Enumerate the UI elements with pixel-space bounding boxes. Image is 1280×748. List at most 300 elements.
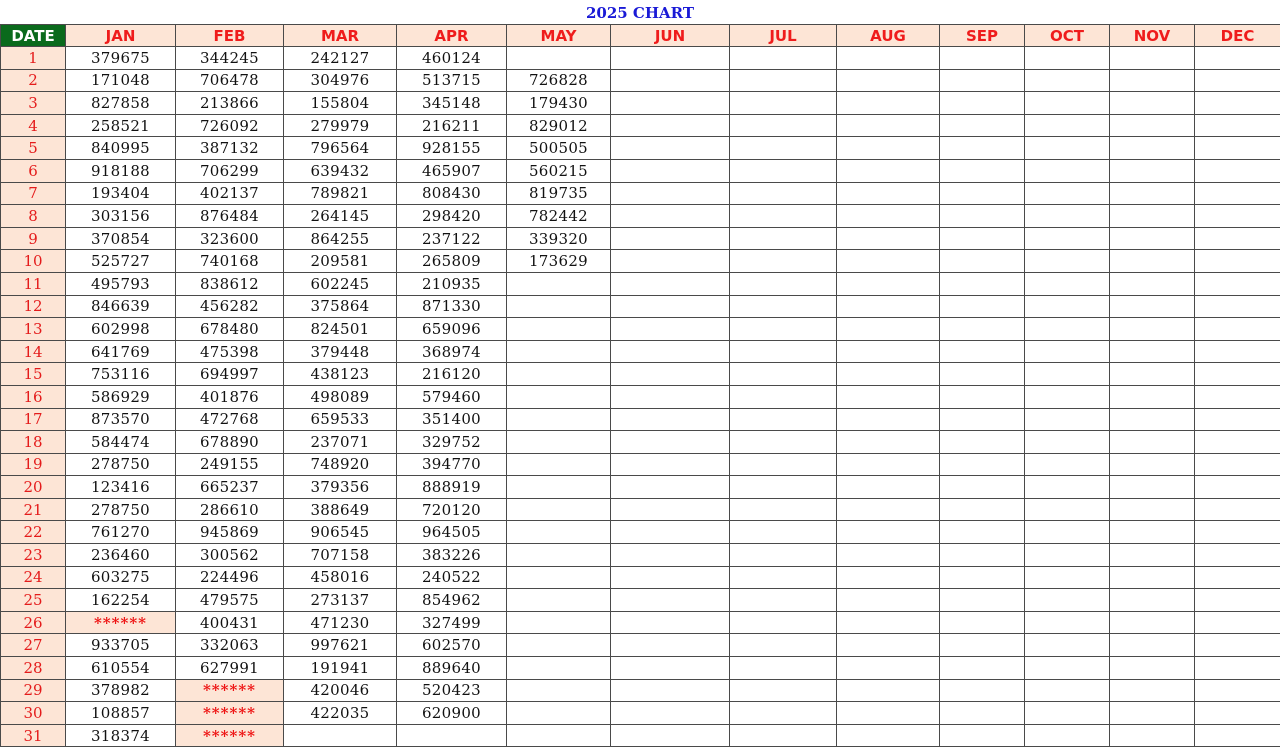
value-cell-jan[interactable]: 258521 bbox=[66, 114, 176, 137]
value-cell-dec[interactable] bbox=[1195, 205, 1280, 228]
month-header-apr[interactable]: APR bbox=[397, 25, 507, 47]
value-cell-dec[interactable] bbox=[1195, 702, 1280, 725]
value-cell-jul[interactable] bbox=[730, 272, 837, 295]
value-cell-nov[interactable] bbox=[1110, 385, 1195, 408]
value-cell-jul[interactable] bbox=[730, 702, 837, 725]
date-cell[interactable]: 7 bbox=[1, 182, 66, 205]
value-cell-dec[interactable] bbox=[1195, 634, 1280, 657]
date-cell[interactable]: 17 bbox=[1, 408, 66, 431]
value-cell-feb[interactable]: 678480 bbox=[176, 318, 284, 341]
value-cell-jun[interactable] bbox=[611, 340, 730, 363]
value-cell-nov[interactable] bbox=[1110, 408, 1195, 431]
value-cell-jul[interactable] bbox=[730, 318, 837, 341]
value-cell-feb[interactable]: 401876 bbox=[176, 385, 284, 408]
value-cell-jun[interactable] bbox=[611, 137, 730, 160]
value-cell-apr[interactable]: 465907 bbox=[397, 159, 507, 182]
value-cell-jan[interactable]: 379675 bbox=[66, 47, 176, 70]
value-cell-jul[interactable] bbox=[730, 498, 837, 521]
value-cell-jun[interactable] bbox=[611, 92, 730, 115]
value-cell-jan[interactable]: 378982 bbox=[66, 679, 176, 702]
value-cell-jan[interactable]: 918188 bbox=[66, 159, 176, 182]
value-cell-jan[interactable]: 162254 bbox=[66, 589, 176, 612]
value-cell-mar[interactable]: 659533 bbox=[284, 408, 397, 431]
date-cell[interactable]: 24 bbox=[1, 566, 66, 589]
value-cell-nov[interactable] bbox=[1110, 431, 1195, 454]
value-cell-jan[interactable]: 641769 bbox=[66, 340, 176, 363]
value-cell-jun[interactable] bbox=[611, 544, 730, 567]
value-cell-aug[interactable] bbox=[837, 272, 940, 295]
value-cell-dec[interactable] bbox=[1195, 724, 1280, 747]
value-cell-jul[interactable] bbox=[730, 408, 837, 431]
value-cell-oct[interactable] bbox=[1025, 724, 1110, 747]
month-header-jan[interactable]: JAN bbox=[66, 25, 176, 47]
value-cell-apr[interactable]: 808430 bbox=[397, 182, 507, 205]
value-cell-sep[interactable] bbox=[940, 634, 1025, 657]
value-cell-dec[interactable] bbox=[1195, 385, 1280, 408]
value-cell-jul[interactable] bbox=[730, 159, 837, 182]
value-cell-sep[interactable] bbox=[940, 453, 1025, 476]
value-cell-feb[interactable]: 706299 bbox=[176, 159, 284, 182]
value-cell-jul[interactable] bbox=[730, 205, 837, 228]
value-cell-jul[interactable] bbox=[730, 295, 837, 318]
value-cell-oct[interactable] bbox=[1025, 679, 1110, 702]
value-cell-jun[interactable] bbox=[611, 408, 730, 431]
value-cell-jul[interactable] bbox=[730, 114, 837, 137]
date-cell[interactable]: 22 bbox=[1, 521, 66, 544]
value-cell-aug[interactable] bbox=[837, 408, 940, 431]
value-cell-dec[interactable] bbox=[1195, 476, 1280, 499]
value-cell-aug[interactable] bbox=[837, 498, 940, 521]
value-cell-oct[interactable] bbox=[1025, 69, 1110, 92]
value-cell-jul[interactable] bbox=[730, 69, 837, 92]
value-cell-mar[interactable]: 639432 bbox=[284, 159, 397, 182]
value-cell-sep[interactable] bbox=[940, 679, 1025, 702]
value-cell-jan[interactable]: 525727 bbox=[66, 250, 176, 273]
value-cell-apr[interactable] bbox=[397, 724, 507, 747]
value-cell-aug[interactable] bbox=[837, 205, 940, 228]
value-cell-jan[interactable]: 933705 bbox=[66, 634, 176, 657]
value-cell-jan[interactable]: 123416 bbox=[66, 476, 176, 499]
value-cell-jun[interactable] bbox=[611, 724, 730, 747]
value-cell-feb[interactable]: 224496 bbox=[176, 566, 284, 589]
value-cell-jun[interactable] bbox=[611, 611, 730, 634]
value-cell-dec[interactable] bbox=[1195, 453, 1280, 476]
value-cell-jul[interactable] bbox=[730, 589, 837, 612]
date-cell[interactable]: 27 bbox=[1, 634, 66, 657]
value-cell-apr[interactable]: 345148 bbox=[397, 92, 507, 115]
value-cell-jan[interactable]: 840995 bbox=[66, 137, 176, 160]
value-cell-may[interactable] bbox=[507, 566, 611, 589]
value-cell-sep[interactable] bbox=[940, 205, 1025, 228]
value-cell-apr[interactable]: 602570 bbox=[397, 634, 507, 657]
value-cell-jun[interactable] bbox=[611, 182, 730, 205]
value-cell-jul[interactable] bbox=[730, 566, 837, 589]
value-cell-dec[interactable] bbox=[1195, 250, 1280, 273]
value-cell-feb[interactable]: 400431 bbox=[176, 611, 284, 634]
value-cell-oct[interactable] bbox=[1025, 634, 1110, 657]
date-cell[interactable]: 20 bbox=[1, 476, 66, 499]
value-cell-feb[interactable]: ****** bbox=[176, 724, 284, 747]
value-cell-feb[interactable]: 740168 bbox=[176, 250, 284, 273]
value-cell-mar[interactable]: 264145 bbox=[284, 205, 397, 228]
date-cell[interactable]: 25 bbox=[1, 589, 66, 612]
value-cell-dec[interactable] bbox=[1195, 137, 1280, 160]
value-cell-jun[interactable] bbox=[611, 634, 730, 657]
value-cell-dec[interactable] bbox=[1195, 340, 1280, 363]
month-header-dec[interactable]: DEC bbox=[1195, 25, 1280, 47]
value-cell-mar[interactable]: 602245 bbox=[284, 272, 397, 295]
month-header-oct[interactable]: OCT bbox=[1025, 25, 1110, 47]
value-cell-may[interactable]: 339320 bbox=[507, 227, 611, 250]
date-column-header[interactable]: DATE bbox=[1, 25, 66, 47]
value-cell-sep[interactable] bbox=[940, 340, 1025, 363]
value-cell-jun[interactable] bbox=[611, 679, 730, 702]
value-cell-apr[interactable]: 889640 bbox=[397, 657, 507, 680]
month-header-mar[interactable]: MAR bbox=[284, 25, 397, 47]
value-cell-nov[interactable] bbox=[1110, 453, 1195, 476]
value-cell-jun[interactable] bbox=[611, 363, 730, 386]
value-cell-aug[interactable] bbox=[837, 47, 940, 70]
value-cell-mar[interactable]: 824501 bbox=[284, 318, 397, 341]
value-cell-jun[interactable] bbox=[611, 205, 730, 228]
value-cell-sep[interactable] bbox=[940, 544, 1025, 567]
value-cell-mar[interactable]: 237071 bbox=[284, 431, 397, 454]
value-cell-dec[interactable] bbox=[1195, 227, 1280, 250]
date-cell[interactable]: 6 bbox=[1, 159, 66, 182]
value-cell-nov[interactable] bbox=[1110, 272, 1195, 295]
value-cell-jul[interactable] bbox=[730, 453, 837, 476]
value-cell-apr[interactable]: 298420 bbox=[397, 205, 507, 228]
value-cell-jun[interactable] bbox=[611, 657, 730, 680]
value-cell-nov[interactable] bbox=[1110, 182, 1195, 205]
value-cell-feb[interactable]: 876484 bbox=[176, 205, 284, 228]
value-cell-apr[interactable]: 351400 bbox=[397, 408, 507, 431]
value-cell-oct[interactable] bbox=[1025, 47, 1110, 70]
date-cell[interactable]: 13 bbox=[1, 318, 66, 341]
value-cell-jun[interactable] bbox=[611, 318, 730, 341]
value-cell-jan[interactable]: 495793 bbox=[66, 272, 176, 295]
value-cell-dec[interactable] bbox=[1195, 159, 1280, 182]
value-cell-sep[interactable] bbox=[940, 250, 1025, 273]
value-cell-mar[interactable]: 191941 bbox=[284, 657, 397, 680]
value-cell-mar[interactable]: 422035 bbox=[284, 702, 397, 725]
value-cell-mar[interactable]: 906545 bbox=[284, 521, 397, 544]
date-cell[interactable]: 8 bbox=[1, 205, 66, 228]
value-cell-feb[interactable]: 472768 bbox=[176, 408, 284, 431]
value-cell-jan[interactable]: 584474 bbox=[66, 431, 176, 454]
date-cell[interactable]: 5 bbox=[1, 137, 66, 160]
value-cell-may[interactable]: 829012 bbox=[507, 114, 611, 137]
value-cell-jul[interactable] bbox=[730, 137, 837, 160]
value-cell-jul[interactable] bbox=[730, 476, 837, 499]
value-cell-aug[interactable] bbox=[837, 566, 940, 589]
value-cell-apr[interactable]: 854962 bbox=[397, 589, 507, 612]
value-cell-dec[interactable] bbox=[1195, 92, 1280, 115]
value-cell-nov[interactable] bbox=[1110, 340, 1195, 363]
value-cell-jan[interactable]: 753116 bbox=[66, 363, 176, 386]
value-cell-nov[interactable] bbox=[1110, 227, 1195, 250]
date-cell[interactable]: 2 bbox=[1, 69, 66, 92]
value-cell-sep[interactable] bbox=[940, 657, 1025, 680]
value-cell-apr[interactable]: 265809 bbox=[397, 250, 507, 273]
value-cell-feb[interactable]: 344245 bbox=[176, 47, 284, 70]
value-cell-nov[interactable] bbox=[1110, 521, 1195, 544]
date-cell[interactable]: 1 bbox=[1, 47, 66, 70]
value-cell-nov[interactable] bbox=[1110, 114, 1195, 137]
value-cell-dec[interactable] bbox=[1195, 566, 1280, 589]
value-cell-dec[interactable] bbox=[1195, 589, 1280, 612]
date-cell[interactable]: 18 bbox=[1, 431, 66, 454]
value-cell-mar[interactable]: 388649 bbox=[284, 498, 397, 521]
value-cell-nov[interactable] bbox=[1110, 47, 1195, 70]
value-cell-aug[interactable] bbox=[837, 250, 940, 273]
value-cell-sep[interactable] bbox=[940, 182, 1025, 205]
value-cell-nov[interactable] bbox=[1110, 137, 1195, 160]
value-cell-aug[interactable] bbox=[837, 182, 940, 205]
value-cell-oct[interactable] bbox=[1025, 611, 1110, 634]
month-header-jul[interactable]: JUL bbox=[730, 25, 837, 47]
value-cell-dec[interactable] bbox=[1195, 657, 1280, 680]
value-cell-jul[interactable] bbox=[730, 250, 837, 273]
value-cell-mar[interactable] bbox=[284, 724, 397, 747]
value-cell-apr[interactable]: 240522 bbox=[397, 566, 507, 589]
value-cell-nov[interactable] bbox=[1110, 634, 1195, 657]
value-cell-sep[interactable] bbox=[940, 408, 1025, 431]
date-cell[interactable]: 28 bbox=[1, 657, 66, 680]
value-cell-may[interactable] bbox=[507, 589, 611, 612]
value-cell-mar[interactable]: 438123 bbox=[284, 363, 397, 386]
value-cell-jan[interactable]: 303156 bbox=[66, 205, 176, 228]
value-cell-jan[interactable]: 318374 bbox=[66, 724, 176, 747]
value-cell-may[interactable]: 819735 bbox=[507, 182, 611, 205]
value-cell-apr[interactable]: 579460 bbox=[397, 385, 507, 408]
value-cell-nov[interactable] bbox=[1110, 250, 1195, 273]
value-cell-mar[interactable]: 379356 bbox=[284, 476, 397, 499]
value-cell-jul[interactable] bbox=[730, 385, 837, 408]
value-cell-aug[interactable] bbox=[837, 69, 940, 92]
value-cell-jul[interactable] bbox=[730, 182, 837, 205]
value-cell-jun[interactable] bbox=[611, 114, 730, 137]
value-cell-dec[interactable] bbox=[1195, 295, 1280, 318]
value-cell-mar[interactable]: 458016 bbox=[284, 566, 397, 589]
value-cell-jul[interactable] bbox=[730, 679, 837, 702]
value-cell-sep[interactable] bbox=[940, 566, 1025, 589]
value-cell-oct[interactable] bbox=[1025, 137, 1110, 160]
value-cell-jan[interactable]: 586929 bbox=[66, 385, 176, 408]
value-cell-jan[interactable]: 603275 bbox=[66, 566, 176, 589]
value-cell-mar[interactable]: 707158 bbox=[284, 544, 397, 567]
value-cell-may[interactable] bbox=[507, 47, 611, 70]
value-cell-sep[interactable] bbox=[940, 318, 1025, 341]
value-cell-nov[interactable] bbox=[1110, 363, 1195, 386]
value-cell-mar[interactable]: 789821 bbox=[284, 182, 397, 205]
date-cell[interactable]: 15 bbox=[1, 363, 66, 386]
value-cell-jan[interactable]: 610554 bbox=[66, 657, 176, 680]
value-cell-feb[interactable]: 475398 bbox=[176, 340, 284, 363]
date-cell[interactable]: 19 bbox=[1, 453, 66, 476]
value-cell-nov[interactable] bbox=[1110, 92, 1195, 115]
value-cell-apr[interactable]: 216211 bbox=[397, 114, 507, 137]
value-cell-jun[interactable] bbox=[611, 385, 730, 408]
value-cell-sep[interactable] bbox=[940, 47, 1025, 70]
value-cell-apr[interactable]: 888919 bbox=[397, 476, 507, 499]
value-cell-may[interactable] bbox=[507, 272, 611, 295]
value-cell-jun[interactable] bbox=[611, 453, 730, 476]
value-cell-jun[interactable] bbox=[611, 295, 730, 318]
value-cell-may[interactable] bbox=[507, 453, 611, 476]
value-cell-may[interactable] bbox=[507, 476, 611, 499]
value-cell-oct[interactable] bbox=[1025, 544, 1110, 567]
value-cell-nov[interactable] bbox=[1110, 476, 1195, 499]
value-cell-aug[interactable] bbox=[837, 657, 940, 680]
value-cell-apr[interactable]: 964505 bbox=[397, 521, 507, 544]
value-cell-jun[interactable] bbox=[611, 498, 730, 521]
value-cell-mar[interactable]: 471230 bbox=[284, 611, 397, 634]
value-cell-may[interactable] bbox=[507, 611, 611, 634]
value-cell-sep[interactable] bbox=[940, 272, 1025, 295]
value-cell-sep[interactable] bbox=[940, 92, 1025, 115]
value-cell-aug[interactable] bbox=[837, 453, 940, 476]
value-cell-feb[interactable]: 945869 bbox=[176, 521, 284, 544]
value-cell-aug[interactable] bbox=[837, 159, 940, 182]
value-cell-mar[interactable]: 304976 bbox=[284, 69, 397, 92]
value-cell-feb[interactable]: 479575 bbox=[176, 589, 284, 612]
value-cell-apr[interactable]: 237122 bbox=[397, 227, 507, 250]
value-cell-apr[interactable]: 720120 bbox=[397, 498, 507, 521]
value-cell-may[interactable] bbox=[507, 295, 611, 318]
value-cell-apr[interactable]: 520423 bbox=[397, 679, 507, 702]
value-cell-oct[interactable] bbox=[1025, 431, 1110, 454]
date-cell[interactable]: 4 bbox=[1, 114, 66, 137]
value-cell-oct[interactable] bbox=[1025, 476, 1110, 499]
value-cell-feb[interactable]: 665237 bbox=[176, 476, 284, 499]
value-cell-may[interactable] bbox=[507, 408, 611, 431]
value-cell-may[interactable] bbox=[507, 498, 611, 521]
value-cell-may[interactable] bbox=[507, 318, 611, 341]
value-cell-apr[interactable]: 327499 bbox=[397, 611, 507, 634]
value-cell-aug[interactable] bbox=[837, 476, 940, 499]
value-cell-nov[interactable] bbox=[1110, 679, 1195, 702]
date-cell[interactable]: 9 bbox=[1, 227, 66, 250]
value-cell-aug[interactable] bbox=[837, 611, 940, 634]
value-cell-sep[interactable] bbox=[940, 114, 1025, 137]
value-cell-jan[interactable]: 827858 bbox=[66, 92, 176, 115]
value-cell-jan[interactable]: 278750 bbox=[66, 498, 176, 521]
value-cell-may[interactable] bbox=[507, 724, 611, 747]
value-cell-oct[interactable] bbox=[1025, 589, 1110, 612]
value-cell-jun[interactable] bbox=[611, 69, 730, 92]
date-cell[interactable]: 16 bbox=[1, 385, 66, 408]
value-cell-aug[interactable] bbox=[837, 431, 940, 454]
value-cell-jun[interactable] bbox=[611, 159, 730, 182]
value-cell-may[interactable] bbox=[507, 544, 611, 567]
value-cell-apr[interactable]: 513715 bbox=[397, 69, 507, 92]
month-header-nov[interactable]: NOV bbox=[1110, 25, 1195, 47]
value-cell-mar[interactable]: 155804 bbox=[284, 92, 397, 115]
value-cell-sep[interactable] bbox=[940, 702, 1025, 725]
value-cell-sep[interactable] bbox=[940, 431, 1025, 454]
value-cell-may[interactable] bbox=[507, 363, 611, 386]
value-cell-sep[interactable] bbox=[940, 521, 1025, 544]
value-cell-apr[interactable]: 871330 bbox=[397, 295, 507, 318]
value-cell-aug[interactable] bbox=[837, 521, 940, 544]
value-cell-oct[interactable] bbox=[1025, 159, 1110, 182]
value-cell-aug[interactable] bbox=[837, 589, 940, 612]
value-cell-feb[interactable]: 213866 bbox=[176, 92, 284, 115]
value-cell-mar[interactable]: 375864 bbox=[284, 295, 397, 318]
month-header-may[interactable]: MAY bbox=[507, 25, 611, 47]
value-cell-oct[interactable] bbox=[1025, 408, 1110, 431]
value-cell-sep[interactable] bbox=[940, 159, 1025, 182]
month-header-sep[interactable]: SEP bbox=[940, 25, 1025, 47]
date-cell[interactable]: 3 bbox=[1, 92, 66, 115]
value-cell-jun[interactable] bbox=[611, 431, 730, 454]
value-cell-oct[interactable] bbox=[1025, 453, 1110, 476]
value-cell-may[interactable]: 173629 bbox=[507, 250, 611, 273]
value-cell-feb[interactable]: 838612 bbox=[176, 272, 284, 295]
value-cell-aug[interactable] bbox=[837, 340, 940, 363]
date-cell[interactable]: 10 bbox=[1, 250, 66, 273]
value-cell-oct[interactable] bbox=[1025, 498, 1110, 521]
value-cell-sep[interactable] bbox=[940, 227, 1025, 250]
value-cell-mar[interactable]: 279979 bbox=[284, 114, 397, 137]
value-cell-dec[interactable] bbox=[1195, 408, 1280, 431]
value-cell-jun[interactable] bbox=[611, 476, 730, 499]
value-cell-dec[interactable] bbox=[1195, 114, 1280, 137]
value-cell-jan[interactable]: 171048 bbox=[66, 69, 176, 92]
value-cell-may[interactable] bbox=[507, 634, 611, 657]
value-cell-aug[interactable] bbox=[837, 634, 940, 657]
value-cell-jan[interactable]: 846639 bbox=[66, 295, 176, 318]
value-cell-mar[interactable]: 242127 bbox=[284, 47, 397, 70]
value-cell-oct[interactable] bbox=[1025, 521, 1110, 544]
value-cell-may[interactable] bbox=[507, 340, 611, 363]
value-cell-jan[interactable]: 873570 bbox=[66, 408, 176, 431]
date-cell[interactable]: 11 bbox=[1, 272, 66, 295]
value-cell-dec[interactable] bbox=[1195, 363, 1280, 386]
value-cell-apr[interactable]: 394770 bbox=[397, 453, 507, 476]
value-cell-mar[interactable]: 748920 bbox=[284, 453, 397, 476]
value-cell-may[interactable]: 726828 bbox=[507, 69, 611, 92]
value-cell-jan[interactable]: ****** bbox=[66, 611, 176, 634]
value-cell-dec[interactable] bbox=[1195, 679, 1280, 702]
month-header-jun[interactable]: JUN bbox=[611, 25, 730, 47]
value-cell-jun[interactable] bbox=[611, 250, 730, 273]
value-cell-jun[interactable] bbox=[611, 702, 730, 725]
value-cell-oct[interactable] bbox=[1025, 385, 1110, 408]
value-cell-nov[interactable] bbox=[1110, 589, 1195, 612]
value-cell-sep[interactable] bbox=[940, 611, 1025, 634]
value-cell-apr[interactable]: 928155 bbox=[397, 137, 507, 160]
value-cell-jul[interactable] bbox=[730, 340, 837, 363]
value-cell-jul[interactable] bbox=[730, 47, 837, 70]
value-cell-jul[interactable] bbox=[730, 724, 837, 747]
value-cell-oct[interactable] bbox=[1025, 114, 1110, 137]
date-cell[interactable]: 29 bbox=[1, 679, 66, 702]
value-cell-oct[interactable] bbox=[1025, 318, 1110, 341]
value-cell-jul[interactable] bbox=[730, 431, 837, 454]
value-cell-sep[interactable] bbox=[940, 385, 1025, 408]
value-cell-jan[interactable]: 370854 bbox=[66, 227, 176, 250]
value-cell-feb[interactable]: 300562 bbox=[176, 544, 284, 567]
value-cell-oct[interactable] bbox=[1025, 295, 1110, 318]
value-cell-jun[interactable] bbox=[611, 272, 730, 295]
value-cell-sep[interactable] bbox=[940, 498, 1025, 521]
value-cell-jan[interactable]: 602998 bbox=[66, 318, 176, 341]
value-cell-feb[interactable]: ****** bbox=[176, 679, 284, 702]
value-cell-feb[interactable]: 402137 bbox=[176, 182, 284, 205]
value-cell-apr[interactable]: 216120 bbox=[397, 363, 507, 386]
